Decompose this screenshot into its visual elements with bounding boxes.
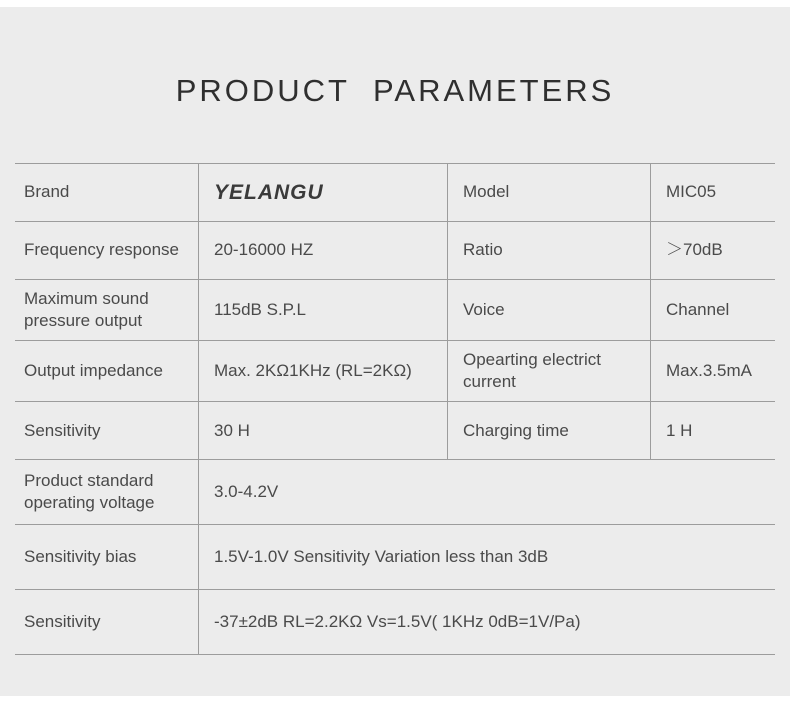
spec-value-voice: Channel [650,280,775,340]
table-row-pressure [15,280,775,341]
brand-logo-text: YELANGU [214,180,324,204]
spec-value-sensitivity: 30 H [198,402,447,459]
spec-label-brand: Brand [24,182,70,202]
spec-value-model: MIC05 [650,164,775,221]
spec-value-sensitivity-bias: 1.5V-1.0V Sensitivity Variation less than 3dB [198,525,775,589]
spec-label-ratio: Ratio [447,222,650,279]
spec-value-max-sound-pressure: 115dB S.P.L [198,280,447,340]
spec-label-output-impedance: Output impedance [24,361,163,381]
spec-label-max-sound-pressure: Maximum sound pressure output [24,289,149,331]
page-title: PRODUCT PARAMETERS [175,73,615,108]
table-row-sensitivity-bias [15,525,775,590]
spec-table [15,163,775,655]
product-parameters-panel [0,7,790,696]
spec-value-sensitivity-db: -37±2dB RL=2.2KΩ Vs=1.5V( 1KHz 0dB=1V/Pa) [198,590,775,654]
table-row-sensitivity-hours [15,402,775,460]
spec-label-sensitivity-db: Sensitivity [24,612,101,632]
spec-label-operating-voltage: Product standard operating voltage [24,471,155,513]
spec-label-operating-current: Opearting electrict current [447,341,650,401]
spec-value-frequency-response: 20-16000 HZ [198,222,447,279]
spec-label-frequency-response: Frequency response [24,240,179,260]
spec-label-charging-time: Charging time [447,402,650,459]
spec-value-ratio: ＞70dB [650,222,775,279]
table-row-sensitivity-db [15,590,775,655]
spec-label-sensitivity: Sensitivity [24,420,101,440]
spec-label-sensitivity-bias: Sensitivity bias [24,547,137,567]
spec-value-output-impedance: Max. 2KΩ1KHz (RL=2KΩ) [198,341,447,401]
table-row-brand [15,164,775,222]
brand-logo [198,164,447,221]
spec-value-operating-voltage: 3.0-4.2V [198,460,775,524]
table-row-operating-voltage [15,460,775,525]
table-row-frequency [15,222,775,280]
spec-value-charging-time: 1 H [650,402,775,459]
table-row-impedance [15,341,775,402]
spec-label-model: Model [447,164,650,221]
spec-label-voice: Voice [447,280,650,340]
spec-value-operating-current: Max.3.5mA [650,341,775,401]
